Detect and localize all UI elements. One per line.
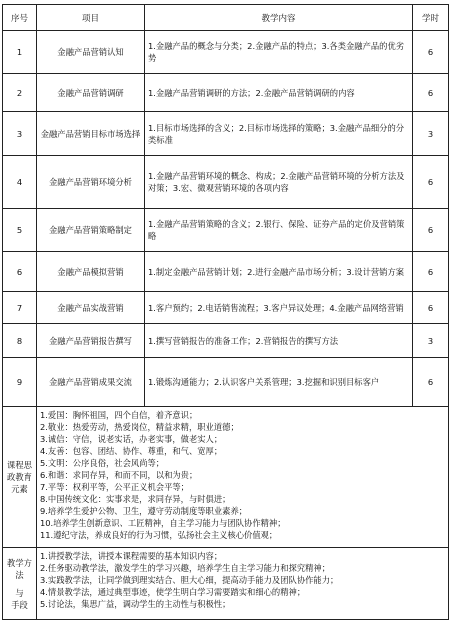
list-item: 7.平等：权利平等，公平正义机会平等； [40,482,189,492]
row-hours: 6 [413,252,449,292]
list-item: 4.友善：包容、团结、协作、尊重，和气、宽厚； [40,446,223,456]
list-item: 2.任务驱动教学法，激发学生的学习兴趣，培养学生自主学习能力和探究精神； [40,563,331,573]
row-project: 金融产品营销环境分析 [37,156,145,209]
methods-list [37,548,449,620]
table-row [3,209,449,252]
row-project: 金融产品营销策略制定 [37,209,145,252]
list-item: 8.中国传统文化：实事求是，求同存异，与时俱进； [40,494,231,504]
list-item: 6.和谐：求同存异，和而不同，以和为贵； [40,470,198,480]
list-item: 10.培养学生创新意识、工匠精神，自主学习能力与团队协作精神； [40,518,286,528]
course-table [2,4,449,620]
row-hours: 6 [413,209,449,252]
row-content: 1.金融产品的概念与分类；2.金融产品的特点；3.各类金融产品的优劣势 [145,31,413,74]
row-index: 4 [3,156,37,209]
table-row [3,156,449,209]
row-index: 7 [3,292,37,324]
methods-label-mid: 与 [15,587,24,598]
row-index: 6 [3,252,37,292]
table-row [3,31,449,74]
row-index: 2 [3,74,37,112]
ideology-row [3,407,449,548]
list-item: 11.遵纪守法，养成良好的行为习惯，弘扬社会主义核心价值观； [40,530,278,540]
row-hours: 6 [413,292,449,324]
methods-label [3,548,37,620]
row-index: 5 [3,209,37,252]
header-hours: 学时 [413,5,449,31]
list-item: 5.讨论法，集思广益，调动学生的主动性与积极性； [40,599,231,609]
row-content: 1.金融产品营销策略的含义；2.银行、保险、证券产品的定价及营销策略 [145,209,413,252]
list-item: 2.敬业：热爱劳动，热爱岗位，精益求精，职业道德； [40,422,239,432]
list-item: 3.诚信：守信，说老实话，办老实事，做老实人； [40,434,223,444]
row-content: 1.目标市场选择的含义；2.目标市场选择的策略；3.金融产品细分的分类标准 [145,112,413,156]
row-hours: 3 [413,324,449,358]
row-index: 1 [3,31,37,74]
row-project: 金融产品营销报告撰写 [37,324,145,358]
row-content: 1.金融产品营销调研的方法；2.金融产品营销调研的内容 [145,74,413,112]
row-project: 金融产品营销调研 [37,74,145,112]
list-item: 3.实践教学法，让同学做到理实结合、胆大心细，提高动手能力及团队协作能力； [40,575,339,585]
ideology-list [37,407,449,548]
row-index: 3 [3,112,37,156]
row-hours: 6 [413,31,449,74]
row-hours: 6 [413,74,449,112]
table-row [3,292,449,324]
row-content: 1.撰写营销报告的准备工作；2.营销报告的撰写方法 [145,324,413,358]
row-project: 金融产品营销成果交流 [37,358,145,407]
table-row [3,324,449,358]
row-content: 1.锻炼沟通能力；2.认识客户关系管理；3.挖掘和识别目标客户 [145,358,413,407]
header-content: 教学内容 [145,5,413,31]
list-item: 9.培养学生爱护公物、卫生，遵守劳动制度等职业素养； [40,506,248,516]
methods-row [3,548,449,620]
table-row [3,252,449,292]
row-project: 金融产品营销认知 [37,31,145,74]
list-item: 4.情景教学法，通过典型事迹，使学生明白学习需要踏实和细心的精神； [40,587,306,597]
row-index: 8 [3,324,37,358]
ideology-label: 课程思政教育元素 [3,407,37,548]
row-hours: 6 [413,156,449,209]
row-project: 金融产品模拟营销 [37,252,145,292]
methods-label-bottom: 手段 [11,599,28,610]
list-item: 1.讲授教学法，讲授本课程需要的基本知识内容； [40,551,223,561]
list-item: 5.文明：公序良俗，社会风尚等； [40,458,165,468]
methods-label-top: 教学方法 [7,557,32,580]
table-header-row [3,5,449,31]
row-index: 9 [3,358,37,407]
row-project: 金融产品营销目标市场选择 [37,112,145,156]
row-hours: 6 [413,358,449,407]
table-row [3,112,449,156]
document-page [2,4,448,636]
row-content: 1.金融产品营销环境的概念、构成；2.金融产品营销环境的分析方法及对策；3.宏、微观营销环境的各项内容 [145,156,413,209]
table-row [3,74,449,112]
row-content: 1.制定金融产品营销计划；2.进行金融产品市场分析；3.设计营销方案 [145,252,413,292]
list-item: 1.爱国：胸怀祖国，四个自信，着齐意识； [40,410,198,420]
row-hours: 3 [413,112,449,156]
header-project: 项目 [37,5,145,31]
row-content: 1.客户预约；2.电话销售流程；3.客户异议处理；4.金融产品网络营销 [145,292,413,324]
header-index: 序号 [3,5,37,31]
row-project: 金融产品实战营销 [37,292,145,324]
table-row [3,358,449,407]
